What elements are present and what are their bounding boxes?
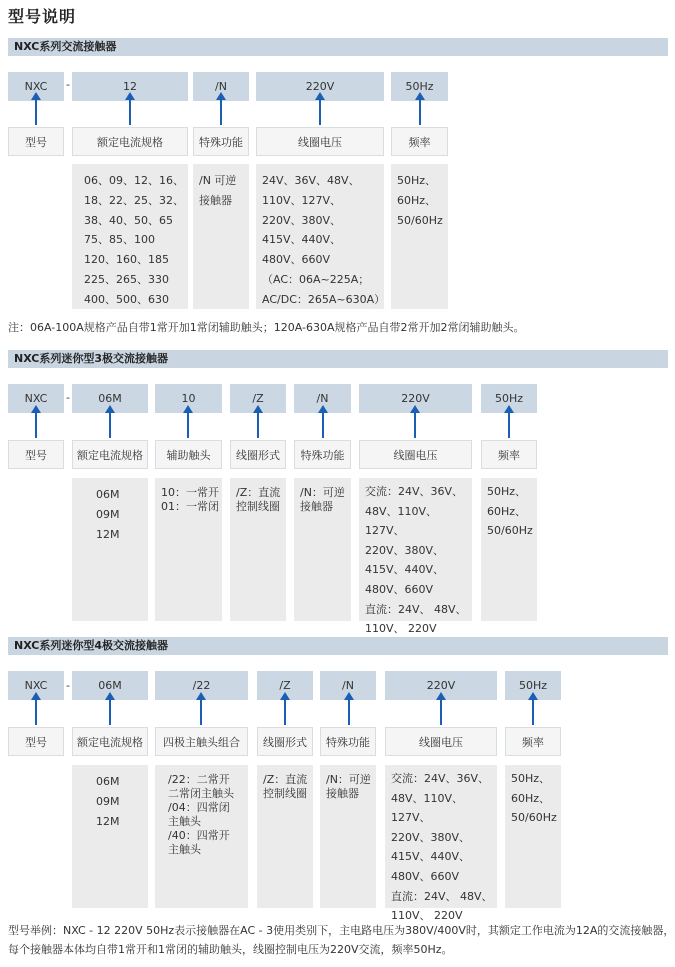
label-coil-type: 线圈形式 <box>257 727 313 756</box>
arrow-up-icon <box>532 699 534 725</box>
detail-main-contact: /22：二常开 二常闭主触头 /04：四常闭 主触头 /40：四常开 主触头 <box>155 765 248 908</box>
arrow-up-icon <box>187 412 189 438</box>
code-frequency: 50Hz <box>391 72 448 101</box>
detail-function: /N：可逆 接触器 <box>294 478 351 621</box>
label-voltage: 线圈电压 <box>385 727 497 756</box>
footer-example-line2: 每个接触器本体均自带1常开和1常闭的辅助触头，线圈控制电压为220V交流，频率50Hz。 <box>8 943 453 956</box>
arrow-up-icon <box>109 412 111 438</box>
dash: - <box>66 78 70 91</box>
code-model: NXC <box>8 671 64 700</box>
detail-function: /N：可逆 接触器 <box>320 765 376 908</box>
arrow-up-icon <box>319 99 321 125</box>
code-current: 12 <box>72 72 188 101</box>
section-note: 注：06A-100A规格产品自带1常开加1常闭辅助触头；120A-630A规格产品自带2常开加2常闭辅助触头。 <box>8 321 525 334</box>
label-frequency: 频率 <box>505 727 561 756</box>
label-current: 额定电流规格 <box>72 127 188 156</box>
arrow-up-icon <box>35 699 37 725</box>
code-voltage: 220V <box>385 671 497 700</box>
code-coil-type: /Z <box>230 384 286 413</box>
dash: - <box>66 391 70 404</box>
detail-current: 06M 09M 12M <box>72 478 148 621</box>
label-current: 额定电流规格 <box>72 727 148 756</box>
label-voltage: 线圈电压 <box>359 440 472 469</box>
code-function: /N <box>193 72 249 101</box>
detail-aux-contact: 10：一常开 01：一常闭 <box>155 478 222 621</box>
label-function: 特殊功能 <box>294 440 351 469</box>
label-model: 型号 <box>8 440 64 469</box>
arrow-up-icon <box>508 412 510 438</box>
label-main-contact: 四极主触头组合 <box>155 727 248 756</box>
detail-frequency: 50Hz、 60Hz、 50/60Hz <box>391 164 448 309</box>
arrow-up-icon <box>35 412 37 438</box>
arrow-up-icon <box>284 699 286 725</box>
detail-voltage: 交流：24V、36V、 48V、110V、127V、 220V、380V、 415V、440V、 480V、660V 直流：24V、 48V、 110V、 220V <box>359 478 472 621</box>
arrow-up-icon <box>414 412 416 438</box>
arrow-up-icon <box>419 99 421 125</box>
detail-coil-type: /Z：直流 控制线圈 <box>257 765 313 908</box>
code-voltage: 220V <box>359 384 472 413</box>
label-aux-contact: 辅助触头 <box>155 440 222 469</box>
label-frequency: 频率 <box>481 440 537 469</box>
label-model: 型号 <box>8 727 64 756</box>
code-main-contact: /22 <box>155 671 248 700</box>
label-current: 额定电流规格 <box>72 440 148 469</box>
detail-coil-type: /Z：直流 控制线圈 <box>230 478 286 621</box>
section-header-mini-3pole: NXC系列迷你型3极交流接触器 <box>8 350 668 368</box>
label-model: 型号 <box>8 127 64 156</box>
code-current: 06M <box>72 671 148 700</box>
arrow-up-icon <box>35 99 37 125</box>
arrow-up-icon <box>348 699 350 725</box>
code-frequency: 50Hz <box>505 671 561 700</box>
detail-current: 06M 09M 12M <box>72 765 148 908</box>
label-voltage: 线圈电压 <box>256 127 384 156</box>
detail-current: 06、09、12、16、 18、22、25、32、 38、40、50、65 75、85、100 120、160、185 225、265、330 400、500、630 <box>72 164 188 309</box>
dash: - <box>66 679 70 692</box>
detail-frequency: 50Hz、 60Hz、 50/60Hz <box>481 478 537 621</box>
code-current: 06M <box>72 384 148 413</box>
arrow-up-icon <box>200 699 202 725</box>
code-model: NXC <box>8 384 64 413</box>
code-coil-type: /Z <box>257 671 313 700</box>
footer-example-line1: 型号举例：NXC - 12 220V 50Hz表示接触器在AC - 3使用类别下，主电路电压为380V/400V时，其额定工作电流为12A的交流接触器， <box>8 924 675 937</box>
section-header-mini-4pole: NXC系列迷你型4极交流接触器 <box>8 637 668 655</box>
code-function: /N <box>294 384 351 413</box>
detail-voltage: 交流：24V、36V、 48V、110V、127V、 220V、380V、 415V、440V、 480V、660V 直流：24V、 48V、 110V、 220V <box>385 765 497 908</box>
label-coil-type: 线圈形式 <box>230 440 286 469</box>
label-function: 特殊功能 <box>193 127 249 156</box>
arrow-up-icon <box>220 99 222 125</box>
code-frequency: 50Hz <box>481 384 537 413</box>
detail-function: /N 可逆 接触器 <box>193 164 249 309</box>
code-model: NXC <box>8 72 64 101</box>
arrow-up-icon <box>109 699 111 725</box>
arrow-up-icon <box>257 412 259 438</box>
arrow-up-icon <box>129 99 131 125</box>
arrow-up-icon <box>322 412 324 438</box>
code-function: /N <box>320 671 376 700</box>
label-frequency: 频率 <box>391 127 448 156</box>
detail-frequency: 50Hz、 60Hz、 50/60Hz <box>505 765 561 908</box>
detail-voltage: 24V、36V、48V、 110V、127V、 220V、380V、 415V、440V、 480V、660V （AC：06A~225A； AC/DC：265A~630A） <box>256 164 384 309</box>
arrow-up-icon <box>440 699 442 725</box>
code-voltage: 220V <box>256 72 384 101</box>
code-aux-contact: 10 <box>155 384 222 413</box>
section-header-nxc: NXC系列交流接触器 <box>8 38 668 56</box>
page-title: 型号说明 <box>8 7 77 26</box>
label-function: 特殊功能 <box>320 727 376 756</box>
